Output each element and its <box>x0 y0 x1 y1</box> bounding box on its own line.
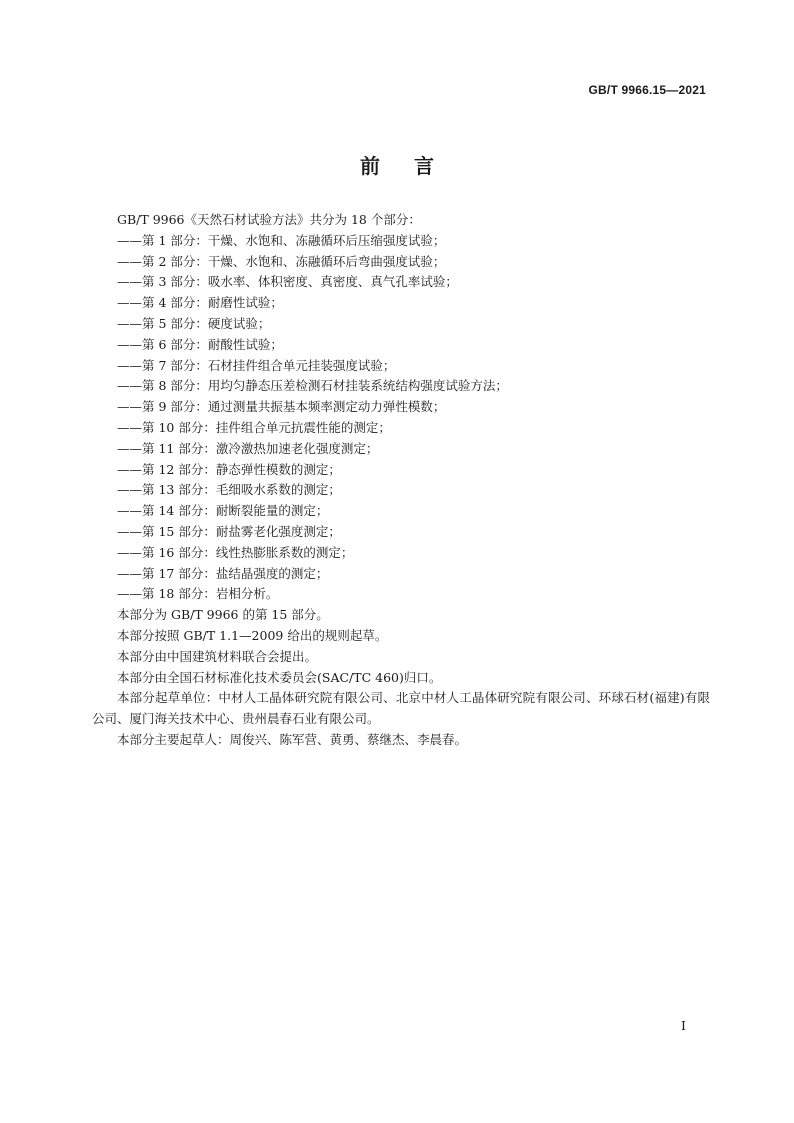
document-body <box>92 210 710 751</box>
page-number: I <box>681 1018 686 1033</box>
part-item-9: ——第 9 部分：通过测量共振基本频率测定动力弹性模数； <box>117 399 446 415</box>
part-item-6: ——第 6 部分：耐酸性试验； <box>117 336 283 352</box>
part-item-17: ——第 17 部分：盐结晶强度的测定； <box>117 565 329 581</box>
paragraph-drafting-units: 本部分起草单位：中材人工晶体研究院有限公司、北京中材人工晶体研究院有限公司、环球石材(福建)有限公司、厦门海关技术中心、贵州晨春石业有限公司。 <box>92 690 710 727</box>
intro-text: GB/T 9966《天然石材试验方法》共分为 18 个部分： <box>117 212 421 227</box>
part-item-15: ——第 15 部分：耐盐雾老化强度测定； <box>117 523 341 539</box>
part-item-10: ——第 10 部分：挂件组合单元抗震性能的测定； <box>117 419 391 435</box>
part-item-11: ——第 11 部分：激冷激热加速老化强度测定； <box>117 440 379 456</box>
part-item-8: ——第 8 部分：用均匀静态压差检测石材挂装系统结构强度试验方法； <box>117 378 508 394</box>
paragraph-committee: 本部分由全国石材标准化技术委员会(SAC/TC 460)归口。 <box>117 669 442 685</box>
part-item-14: ——第 14 部分：耐断裂能量的测定； <box>117 503 329 519</box>
part-item-5: ——第 5 部分：硬度试验； <box>117 315 271 331</box>
part-item-18: ——第 18 部分：岩相分析。 <box>117 586 279 602</box>
part-item-4: ——第 4 部分：耐磨性试验； <box>117 295 283 311</box>
paragraph-drafters: 本部分主要起草人：周俊兴、陈军营、黄勇、蔡继杰、李晨春。 <box>117 731 468 747</box>
paragraph-scope: 本部分为 GB/T 9966 的第 15 部分。 <box>117 607 329 623</box>
part-item-13: ——第 13 部分：毛细吸水系数的测定； <box>117 482 341 498</box>
part-item-1: ——第 1 部分：干燥、水饱和、冻融循环后压缩强度试验； <box>117 232 446 248</box>
part-item-3: ——第 3 部分：吸水率、体积密度、真密度、真气孔率试验； <box>117 274 458 290</box>
part-item-16: ——第 16 部分：线性热膨胀系数的测定； <box>117 544 354 560</box>
paragraph-proposer: 本部分由中国建筑材料联合会提出。 <box>117 648 318 664</box>
paragraph-drafting-rules: 本部分按照 GB/T 1.1—2009 给出的规则起草。 <box>117 627 388 643</box>
part-item-7: ——第 7 部分：石材挂件组合单元挂装强度试验； <box>117 357 396 373</box>
standard-code: GB/T 9966.15—2021 <box>588 83 706 97</box>
part-item-2: ——第 2 部分：干燥、水饱和、冻融循环后弯曲强度试验； <box>117 253 446 269</box>
part-item-12: ——第 12 部分：静态弹性模数的测定； <box>117 461 341 477</box>
page-title: 前言 <box>360 154 468 178</box>
